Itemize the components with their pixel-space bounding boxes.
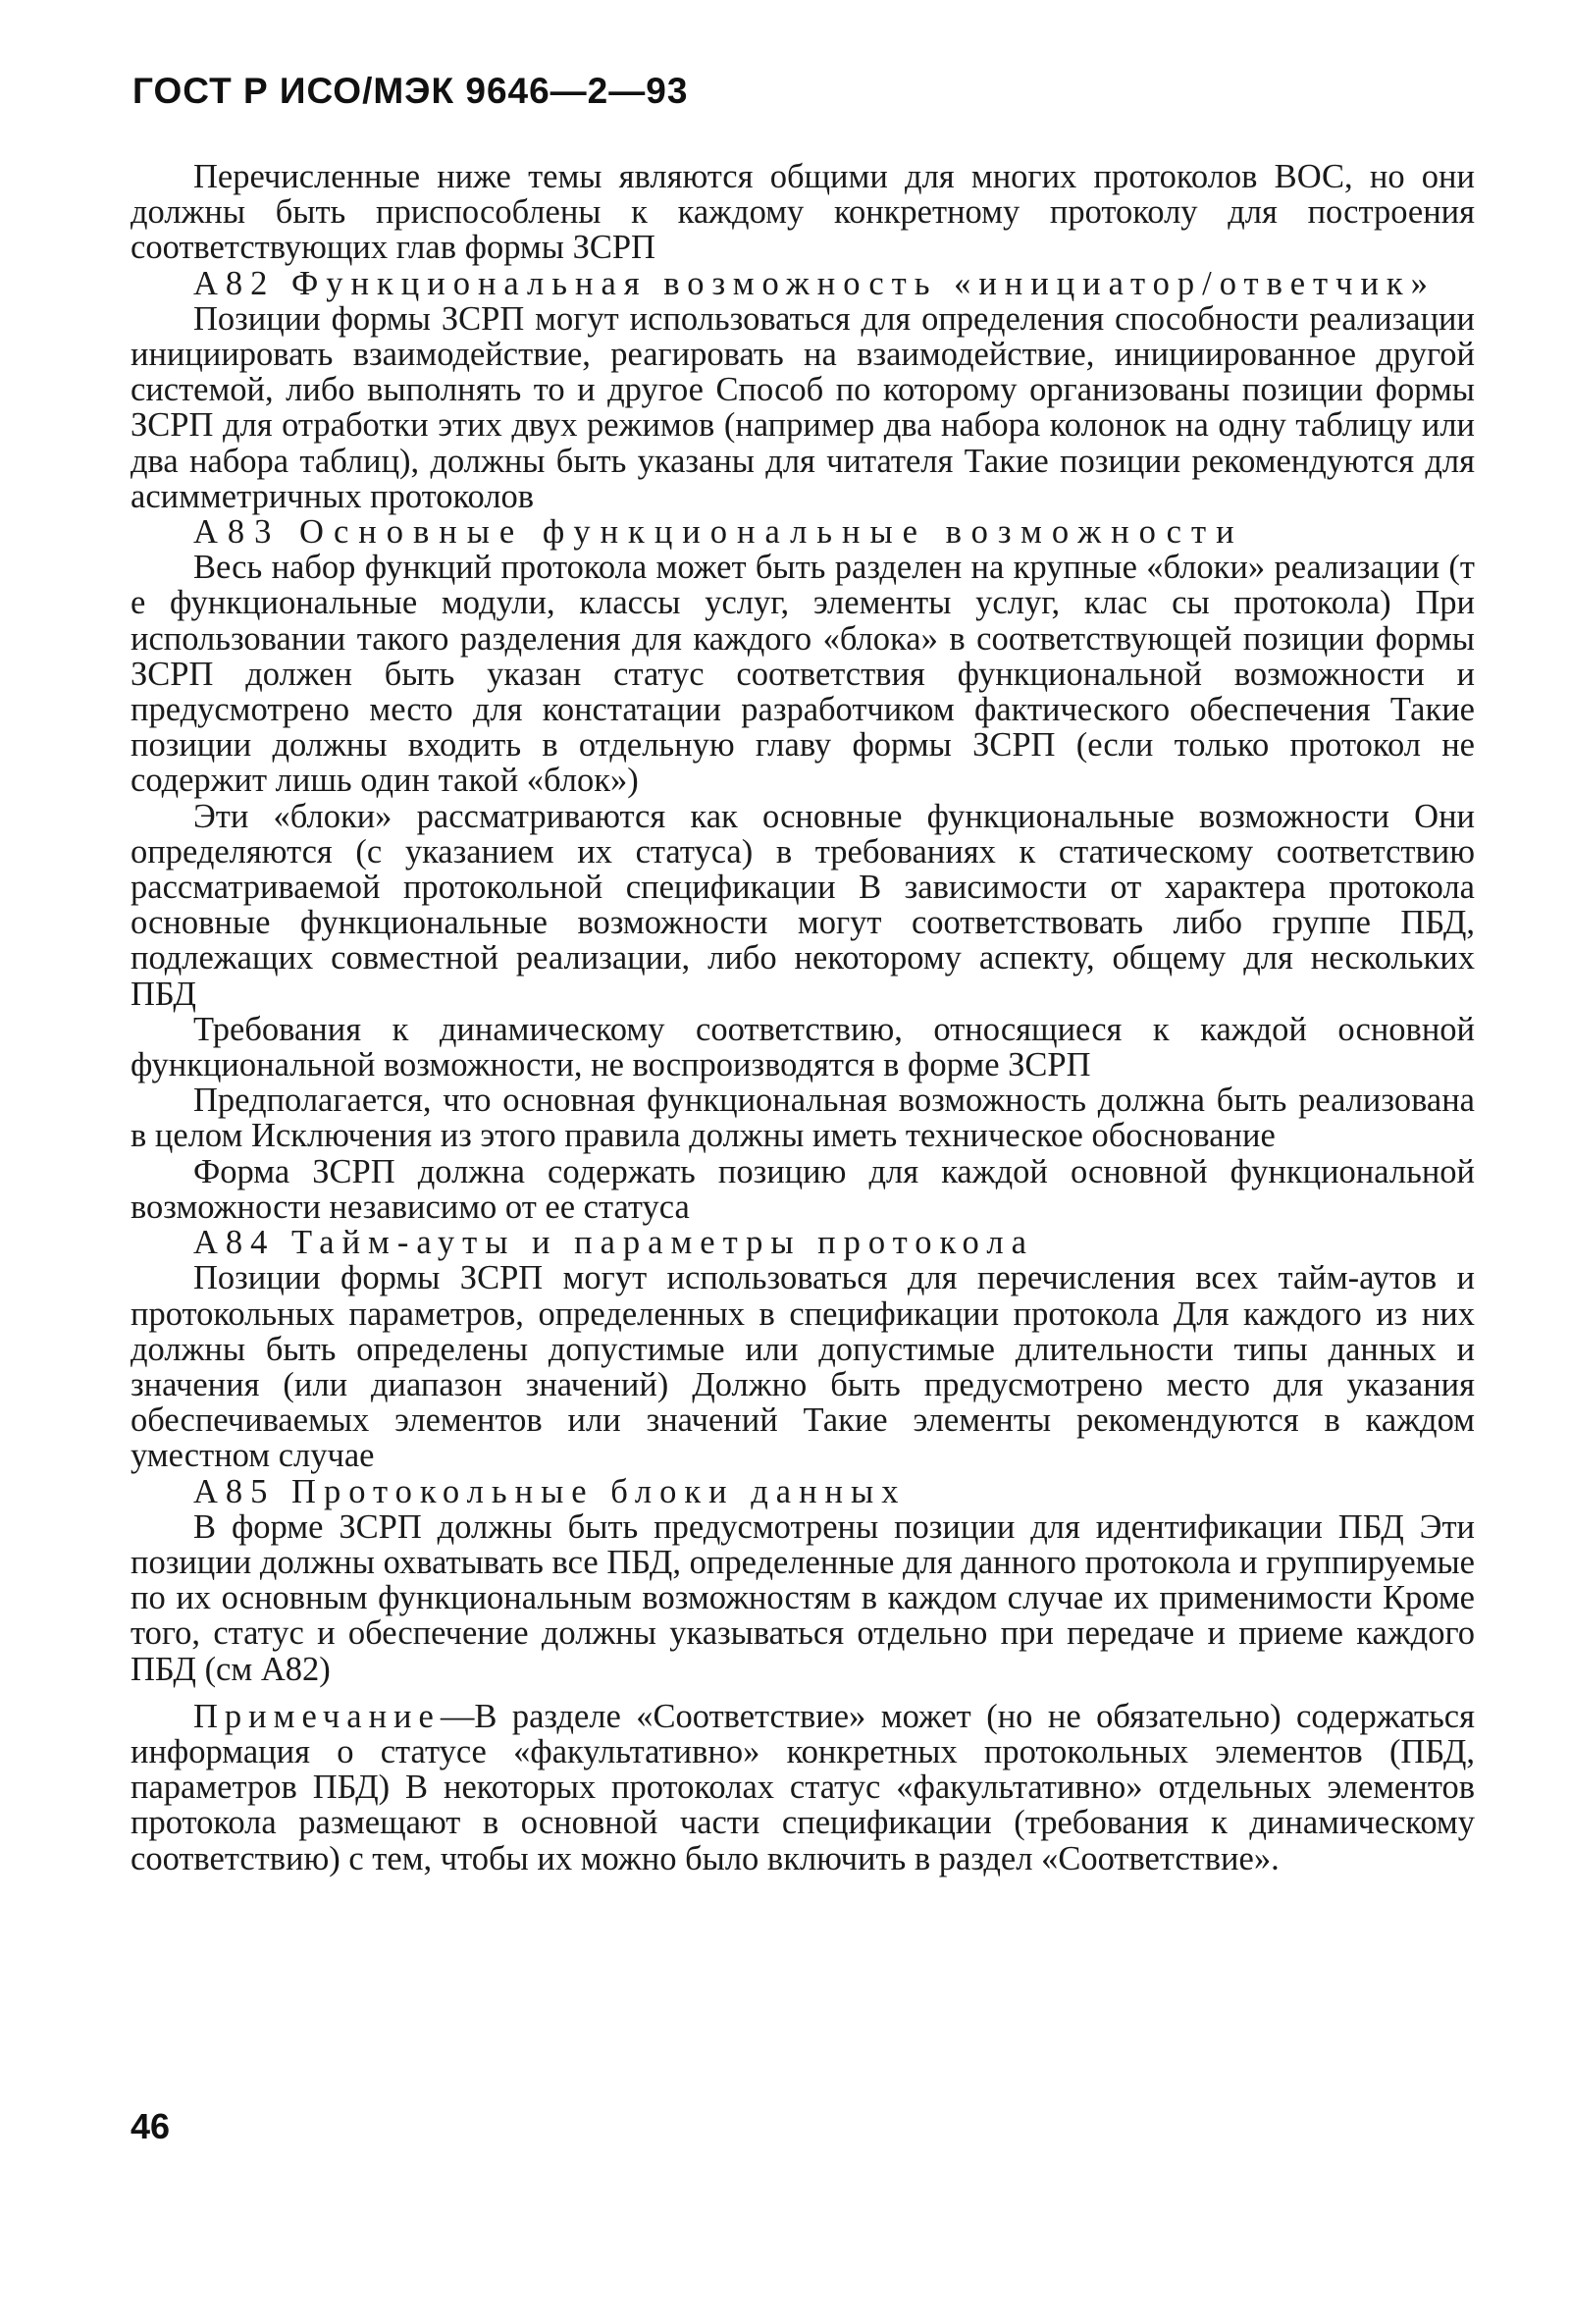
section-a82-heading: А82 Функциональная возможность «инициатор/ответчик» <box>193 264 1436 302</box>
note-label: Примечание <box>193 1697 441 1735</box>
page-number: 46 <box>131 2106 171 2146</box>
note-text: —В разделе «Соответствие» может (но не обязательно) содержаться информация о статусе «факультативно» конкретных протокольных элементов (ПБД, параметров ПБД) В некоторых протоколах статус «факультативно» отдельных элементов протокола размещают в основной части спецификации (требования к динамическому соответствию) с тем, чтобы их можно было включить в раздел «Соответствие». <box>131 1697 1475 1877</box>
section-a83-paragraph-1: Весь набор функций протокола может быть разделен на крупные «блоки» реализации (т е функциональные модули, классы услуг, элементы услуг, клас сы протокола) При использовании такого разделения для каждого «блока» в соответствующей позиции формы ЗСРП должен быть указан статус соответствия функциональной возможности и предусмотрено место для констатации разработчиком фактического обеспечения Такие позиции должны входить в отдельную главу формы ЗСРП (если только протокол не содержит лишь один такой «блок») <box>131 549 1475 800</box>
note-paragraph <box>131 1699 1475 1876</box>
section-a85-paragraph: В форме ЗСРП должны быть предусмотрены позиции для идентификации ПБД Эти позиции должны охватывать все ПБД, определенные для данного протокола и группируемые по их основным функциональным возможностям в каждом случае их применимости Кроме того, статус и обеспечение должны указываться отдельно при передаче и приеме каждого ПБД (см А82) <box>131 1507 1475 1688</box>
section-a84-heading: А84 Тайм-ауты и параметры протокола <box>193 1224 1034 1262</box>
section-a83-paragraph-4: Предполагается, что основная функциональная возможность должна быть реализована в целом Исключения из этого правила должны иметь техническое обоснование <box>131 1082 1475 1155</box>
page-header: ГОСТ Р ИСО/МЭК 9646—2—93 <box>132 71 689 111</box>
section-a84-paragraph: Позиции формы ЗСРП могут использоваться для перечисления всех тайм-аутов и протокольных параметров, определенных в спецификации протокола Для каждого из них должны быть определены допустимые или допустимые длительности типы данных и значения (или диапазон значений) Должно быть предусмотрено место для указания обеспечиваемых элементов или значений Такие элементы рекомендуются в каждом уместном случае <box>131 1259 1475 1475</box>
document-body <box>131 159 1475 1876</box>
section-a83-paragraph-2: Эти «блоки» рассматриваются как основные функциональные возможности Они определяются (с указанием их статуса) в требованиях к статическому соответствию рассматриваемой протокольной спецификации В зависимости от характера протокола основные функциональные возможности могут соответствовать либо группе ПБД, подлежащих совместной реализации, либо некоторому аспекту, общему для нескольких ПБД <box>131 797 1475 1013</box>
intro-paragraph: Перечисленные ниже темы являются общими для многих протоколов ВОС, но они должны быть приспособлены к каждому конкретному протоколу для построения соответствующих глав формы ЗСРП <box>131 158 1475 267</box>
section-a83-heading: А83 Основные функциональные возможности <box>193 513 1244 552</box>
section-a83-paragraph-5: Форма ЗСРП должна содержать позицию для каждой основной функциональной возможности независимо от ее статуса <box>131 1152 1475 1226</box>
section-a83-paragraph-3: Требования к динамическому соответствию, относящиеся к каждой основной функциональной возможности, не воспроизводятся в форме ЗСРП <box>131 1010 1475 1084</box>
section-a85-heading: А85 Протокольные блоки данных <box>193 1472 907 1510</box>
section-a82-paragraph: Позиции формы ЗСРП могут использоваться для определения способности реализации инициировать взаимодействие, реагировать на взаимодействие, инициированное другой системой, либо выполнять то и другое Способ по которому организованы позиции формы ЗСРП для отработки этих двух режимов (например два набора колонок на одну таблицу или два набора таблиц), должны быть указаны для читателя Такие позиции рекомендуются для асимметричных протоколов <box>131 299 1475 515</box>
